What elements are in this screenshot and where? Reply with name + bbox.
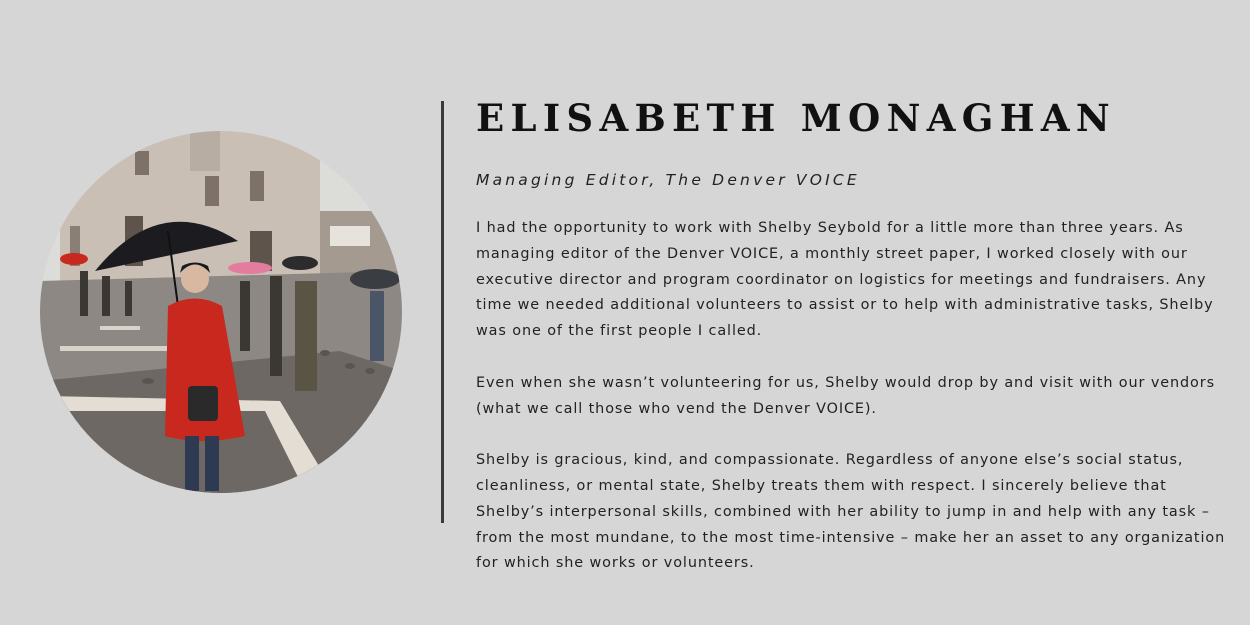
testimonial-text [476,216,1236,603]
vertical-divider [441,101,444,523]
testimonial-paragraph-2: Even when she wasn’t volunteering for us, Shelby would drop by and visit with our vendors (what we call those who vend the Denver VOICE). [476,374,1215,417]
profile-photo [40,131,402,493]
testimonial-paragraph-1: I had the opportunity to work with Shelby Seybold for a little more than three years. As managing editor of the Denver VOICE, a monthly street paper, I worked closely with our executive director and program coordinator on logistics for meetings and fundraisers. Any time we needed additional volunteers to assist or to help with administrative tasks, Shelby was one of the first people I called. [476,220,1214,340]
person-name: ELISABETH MONAGHAN [476,96,1116,140]
testimonial-paragraph-3: Shelby is gracious, kind, and compassionate. Regardless of anyone else’s social status, cleanliness, or mental state, Shelby treats them with respect. I sincerely believe that Shelby’s interpersonal skills, combined with her ability to jump in and help with any task – from the most mundane, to the most time-intensive – make her an asset to any organization for which she works or volunteers. [476,452,1226,572]
person-role: Managing Editor, The Denver VOICE [476,171,860,189]
